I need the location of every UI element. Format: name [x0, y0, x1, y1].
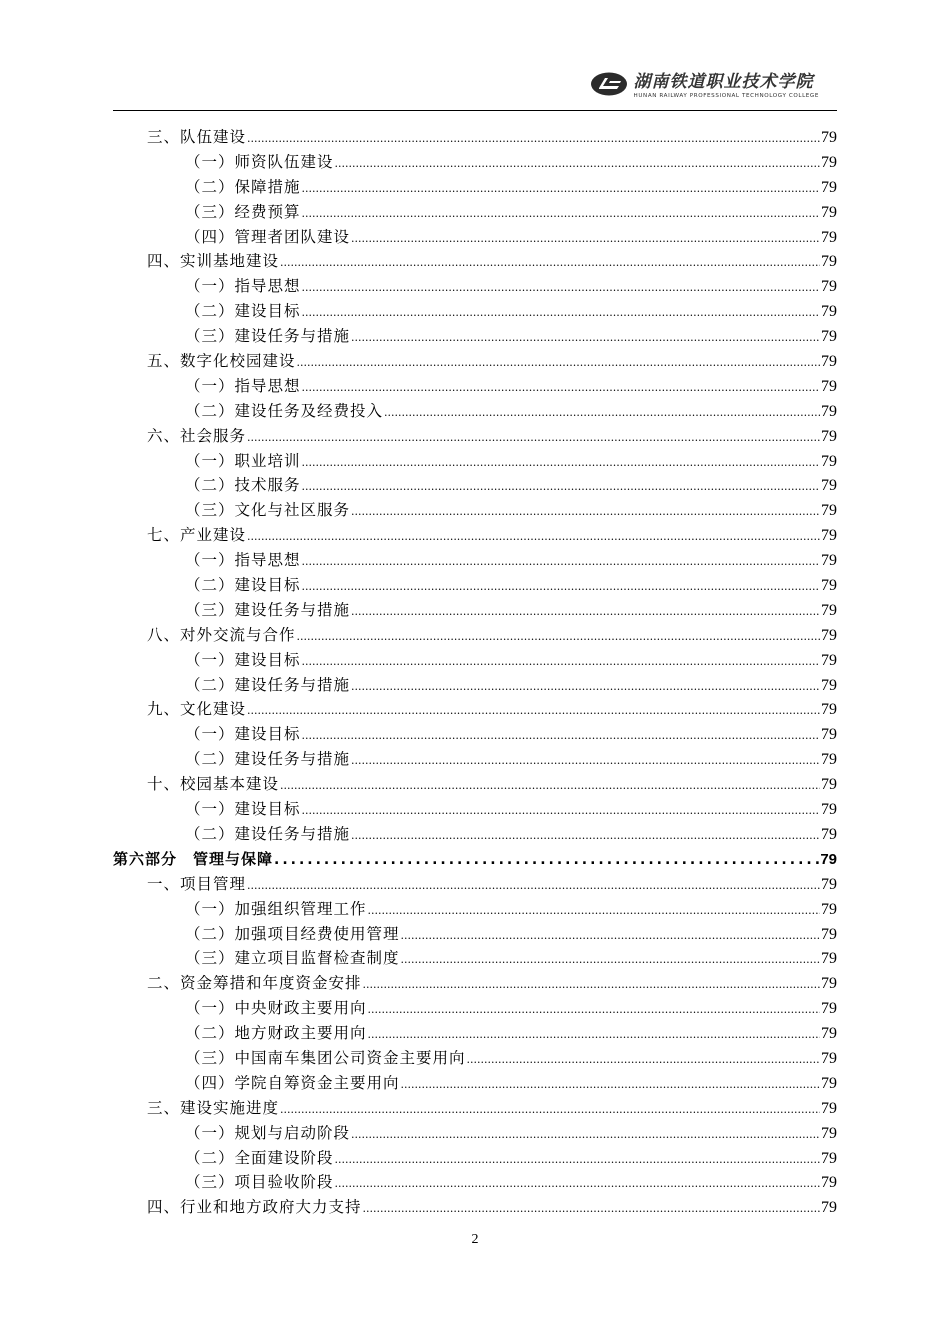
toc-dot-leader: [302, 451, 820, 476]
toc-entry[interactable]: [113, 225, 837, 250]
toc-entry-page: 79: [821, 626, 837, 644]
toc-entry-title: 九、文化建设: [147, 700, 247, 719]
toc-dot-leader: [280, 1098, 820, 1123]
toc-dot-leader: [351, 1123, 820, 1148]
toc-entry-page: 79: [821, 178, 837, 196]
page-header: [113, 66, 837, 111]
toc-entry-page: 79: [821, 477, 837, 495]
toc-dot-leader: [401, 924, 820, 949]
toc-entry[interactable]: [113, 424, 837, 449]
toc-dot-leader: [335, 152, 820, 177]
toc-entry-page: 79: [821, 925, 837, 943]
toc-dot-leader: [247, 874, 820, 899]
toc-entry-page: 79: [821, 1000, 837, 1018]
toc-entry[interactable]: [113, 623, 837, 648]
toc-entry[interactable]: [113, 971, 837, 996]
toc-entry[interactable]: [113, 374, 837, 399]
toc-entry-page: 79: [821, 552, 837, 570]
toc-entry-page: 79: [820, 850, 837, 868]
toc-entry[interactable]: [113, 946, 837, 971]
toc-dot-leader: [302, 650, 820, 675]
toc-entry[interactable]: [113, 897, 837, 922]
toc-entry[interactable]: [113, 498, 837, 523]
toc-entry-title: （三）项目验收阶段: [185, 1173, 334, 1192]
toc-entry-title: 二、资金筹措和年度资金安排: [147, 974, 362, 993]
toc-dot-leader: [335, 1172, 820, 1197]
toc-dot-leader: [247, 127, 820, 152]
toc-dot-leader: [384, 401, 820, 426]
toc-entry-page: 79: [821, 427, 837, 445]
toc-dot-leader: [302, 799, 820, 824]
toc-entry-title: （一）建设目标: [185, 800, 301, 819]
toc-entry-title: 四、行业和地方政府大力支持: [147, 1198, 362, 1217]
toc-entry-page: 79: [821, 601, 837, 619]
toc-dot-leader: [280, 774, 820, 799]
toc-dot-leader: [247, 525, 820, 550]
toc-entry-title: （二）建设目标: [185, 302, 301, 321]
toc-entry-page: 79: [821, 1149, 837, 1167]
toc-entry[interactable]: [113, 1046, 837, 1071]
toc-entry[interactable]: [113, 822, 837, 847]
toc-entry[interactable]: [113, 573, 837, 598]
toc-entry-page: 79: [821, 303, 837, 321]
toc-entry-title: （三）建设任务与措施: [185, 600, 351, 619]
toc-entry-title: （二）全面建设阶段: [185, 1148, 334, 1167]
toc-dot-leader: [363, 1197, 820, 1222]
toc-part-heading[interactable]: [113, 847, 837, 872]
toc-entry[interactable]: [113, 1146, 837, 1171]
toc-entry-page: 79: [821, 502, 837, 520]
toc-entry[interactable]: [113, 922, 837, 947]
college-name-en: HUNAN RAILWAY PROFESSIONAL TECHNOLOGY COLLEGE: [633, 93, 819, 99]
toc-entry-title: （一）建设目标: [185, 650, 301, 669]
toc-entry-title: （一）指导思想: [185, 277, 301, 296]
toc-dot-leader: [351, 500, 820, 525]
toc-entry-title: （二）地方财政主要用向: [185, 1024, 367, 1043]
toc-entry-title: （一）师资队伍建设: [185, 152, 334, 171]
toc-dot-leader: [368, 1023, 820, 1048]
toc-entry-title: （四）管理者团队建设: [185, 227, 351, 246]
toc-entry[interactable]: [113, 324, 837, 349]
toc-entry[interactable]: [113, 722, 837, 747]
toc-dot-leader: [351, 824, 820, 849]
toc-dot-leader: [335, 1148, 820, 1173]
toc-dot-leader: [302, 177, 820, 202]
toc-entry-title: 第六部分 管理与保障: [113, 849, 274, 868]
toc-entry-title: 六、社会服务: [147, 426, 247, 445]
toc-entry-page: 79: [821, 751, 837, 769]
toc-dot-leader: [368, 998, 820, 1023]
toc-entry-title: （二）建设任务及经费投入: [185, 401, 384, 420]
toc-entry-page: 79: [821, 1074, 837, 1092]
toc-dot-leader: [302, 550, 820, 575]
toc-entry[interactable]: [113, 548, 837, 573]
toc-entry-page: 79: [821, 825, 837, 843]
toc-entry-page: 79: [821, 377, 837, 395]
toc-entry[interactable]: [113, 399, 837, 424]
toc-entry-title: （二）建设目标: [185, 576, 301, 595]
toc-entry-page: 79: [821, 402, 837, 420]
toc-entry[interactable]: [113, 598, 837, 623]
table-of-contents: [113, 125, 837, 1220]
toc-dot-leader: [363, 973, 820, 998]
toc-dot-leader: [302, 724, 820, 749]
toc-entry[interactable]: [113, 449, 837, 474]
toc-dot-leader: [302, 376, 820, 401]
toc-entry-title: （二）保障措施: [185, 177, 301, 196]
toc-dot-leader: [302, 276, 820, 301]
toc-entry-title: 四、实训基地建设: [147, 252, 280, 271]
toc-dot-leader: [401, 1073, 820, 1098]
toc-entry[interactable]: [113, 747, 837, 772]
toc-entry-page: 79: [821, 203, 837, 221]
toc-entry-page: 79: [821, 875, 837, 893]
toc-dot-leader: [351, 600, 820, 625]
toc-entry-title: （三）建设任务与措施: [185, 327, 351, 346]
toc-entry-page: 79: [821, 1049, 837, 1067]
toc-entry[interactable]: [113, 648, 837, 673]
toc-entry-title: （二）建设任务与措施: [185, 750, 351, 769]
toc-dot-leader: [351, 675, 820, 700]
toc-entry-title: 十、校园基本建设: [147, 775, 280, 794]
toc-dot-leader: [247, 699, 820, 724]
toc-entry[interactable]: [113, 1195, 837, 1220]
toc-entry[interactable]: [113, 299, 837, 324]
toc-entry-title: （三）文化与社区服务: [185, 501, 351, 520]
toc-entry-page: 79: [821, 1174, 837, 1192]
toc-entry-page: 79: [821, 1199, 837, 1217]
toc-entry-page: 79: [821, 950, 837, 968]
toc-dot-leader: [368, 899, 820, 924]
toc-entry[interactable]: [113, 1170, 837, 1195]
toc-dot-leader: [302, 475, 820, 500]
toc-entry[interactable]: [113, 697, 837, 722]
toc-entry-title: （一）规划与启动阶段: [185, 1123, 351, 1142]
toc-entry-title: （一）指导思想: [185, 376, 301, 395]
toc-entry-page: 79: [821, 353, 837, 371]
toc-entry-title: （一）指导思想: [185, 551, 301, 570]
toc-entry[interactable]: [113, 996, 837, 1021]
toc-entry-title: 七、产业建设: [147, 526, 247, 545]
toc-entry-page: 79: [821, 1025, 837, 1043]
toc-entry-title: 五、数字化校园建设: [147, 352, 296, 371]
toc-dot-leader: [280, 251, 820, 276]
toc-entry[interactable]: [113, 1071, 837, 1096]
toc-entry-page: 79: [821, 776, 837, 794]
toc-entry-page: 79: [821, 129, 837, 146]
toc-entry[interactable]: [113, 175, 837, 200]
toc-entry-page: 79: [821, 726, 837, 744]
toc-dot-leader: [297, 351, 820, 376]
toc-entry[interactable]: [113, 523, 837, 548]
toc-dot-leader: [401, 948, 820, 973]
toc-entry-title: （二）建设任务与措施: [185, 824, 351, 843]
toc-entry-page: 79: [821, 228, 837, 246]
toc-dot-leader: [302, 202, 820, 227]
page-number: 2: [471, 1232, 479, 1247]
toc-entry-page: 79: [821, 278, 837, 296]
toc-entry[interactable]: [113, 249, 837, 274]
toc-entry-page: 79: [821, 153, 837, 171]
toc-entry-page: 79: [821, 1099, 837, 1117]
toc-dot-leader: [351, 227, 820, 252]
toc-entry[interactable]: [113, 349, 837, 374]
toc-entry-page: 79: [821, 801, 837, 819]
toc-entry-title: 一、项目管理: [147, 874, 247, 893]
toc-dot-leader: [467, 1048, 820, 1073]
toc-entry-title: （一）加强组织管理工作: [185, 899, 367, 918]
toc-entry-page: 79: [821, 900, 837, 918]
toc-entry[interactable]: [113, 872, 837, 897]
toc-dot-leader: [297, 625, 820, 650]
toc-entry-title: （二）技术服务: [185, 476, 301, 495]
college-name-cn: 湖南铁道职业技术学院: [633, 72, 814, 92]
toc-entry-title: （一）中央财政主要用向: [185, 999, 367, 1018]
toc-entry-title: （二）加强项目经费使用管理: [185, 924, 400, 943]
toc-entry-page: 79: [821, 253, 837, 271]
toc-dot-leader: [302, 301, 820, 326]
toc-dot-leader: [302, 575, 820, 600]
toc-entry-page: 79: [821, 527, 837, 545]
toc-entry-page: 79: [821, 676, 837, 694]
toc-entry-page: 79: [821, 328, 837, 346]
toc-entry[interactable]: [113, 125, 837, 150]
toc-entry[interactable]: [113, 1021, 837, 1046]
toc-entry[interactable]: [113, 673, 837, 698]
toc-entry-title: （三）建立项目监督检查制度: [185, 949, 400, 968]
toc-entry[interactable]: [113, 772, 837, 797]
toc-entry[interactable]: [113, 473, 837, 498]
toc-entry-page: 79: [821, 577, 837, 595]
toc-entry-page: 79: [821, 651, 837, 669]
toc-entry-title: （一）建设目标: [185, 725, 301, 744]
college-emblem-icon: [590, 72, 628, 96]
toc-entry-page: 79: [821, 452, 837, 470]
toc-entry-title: （三）经费预算: [185, 202, 301, 221]
toc-entry-title: （二）建设任务与措施: [185, 675, 351, 694]
toc-entry[interactable]: [113, 1096, 837, 1121]
toc-entry-title: （一）职业培训: [185, 451, 301, 470]
toc-entry[interactable]: [113, 797, 837, 822]
toc-entry-page: 79: [821, 975, 837, 993]
toc-entry-title: 八、对外交流与合作: [147, 625, 296, 644]
toc-entry-page: 79: [821, 701, 837, 719]
toc-dot-leader: [247, 426, 820, 451]
toc-entry[interactable]: [113, 274, 837, 299]
toc-entry[interactable]: [113, 1121, 837, 1146]
toc-entry-title: 三、建设实施进度: [147, 1098, 280, 1117]
toc-dot-leader: [351, 749, 820, 774]
college-logo: [590, 72, 819, 100]
toc-entry-title: 三、队伍建设: [147, 128, 247, 146]
toc-entry-title: （三）中国南车集团公司资金主要用向: [185, 1048, 466, 1067]
toc-entry-page: 79: [821, 1124, 837, 1142]
toc-entry[interactable]: [113, 150, 837, 175]
toc-dot-leader: [274, 848, 819, 873]
toc-dot-leader: [351, 326, 820, 351]
toc-entry[interactable]: [113, 200, 837, 225]
toc-entry-title: （四）学院自筹资金主要用向: [185, 1073, 400, 1092]
